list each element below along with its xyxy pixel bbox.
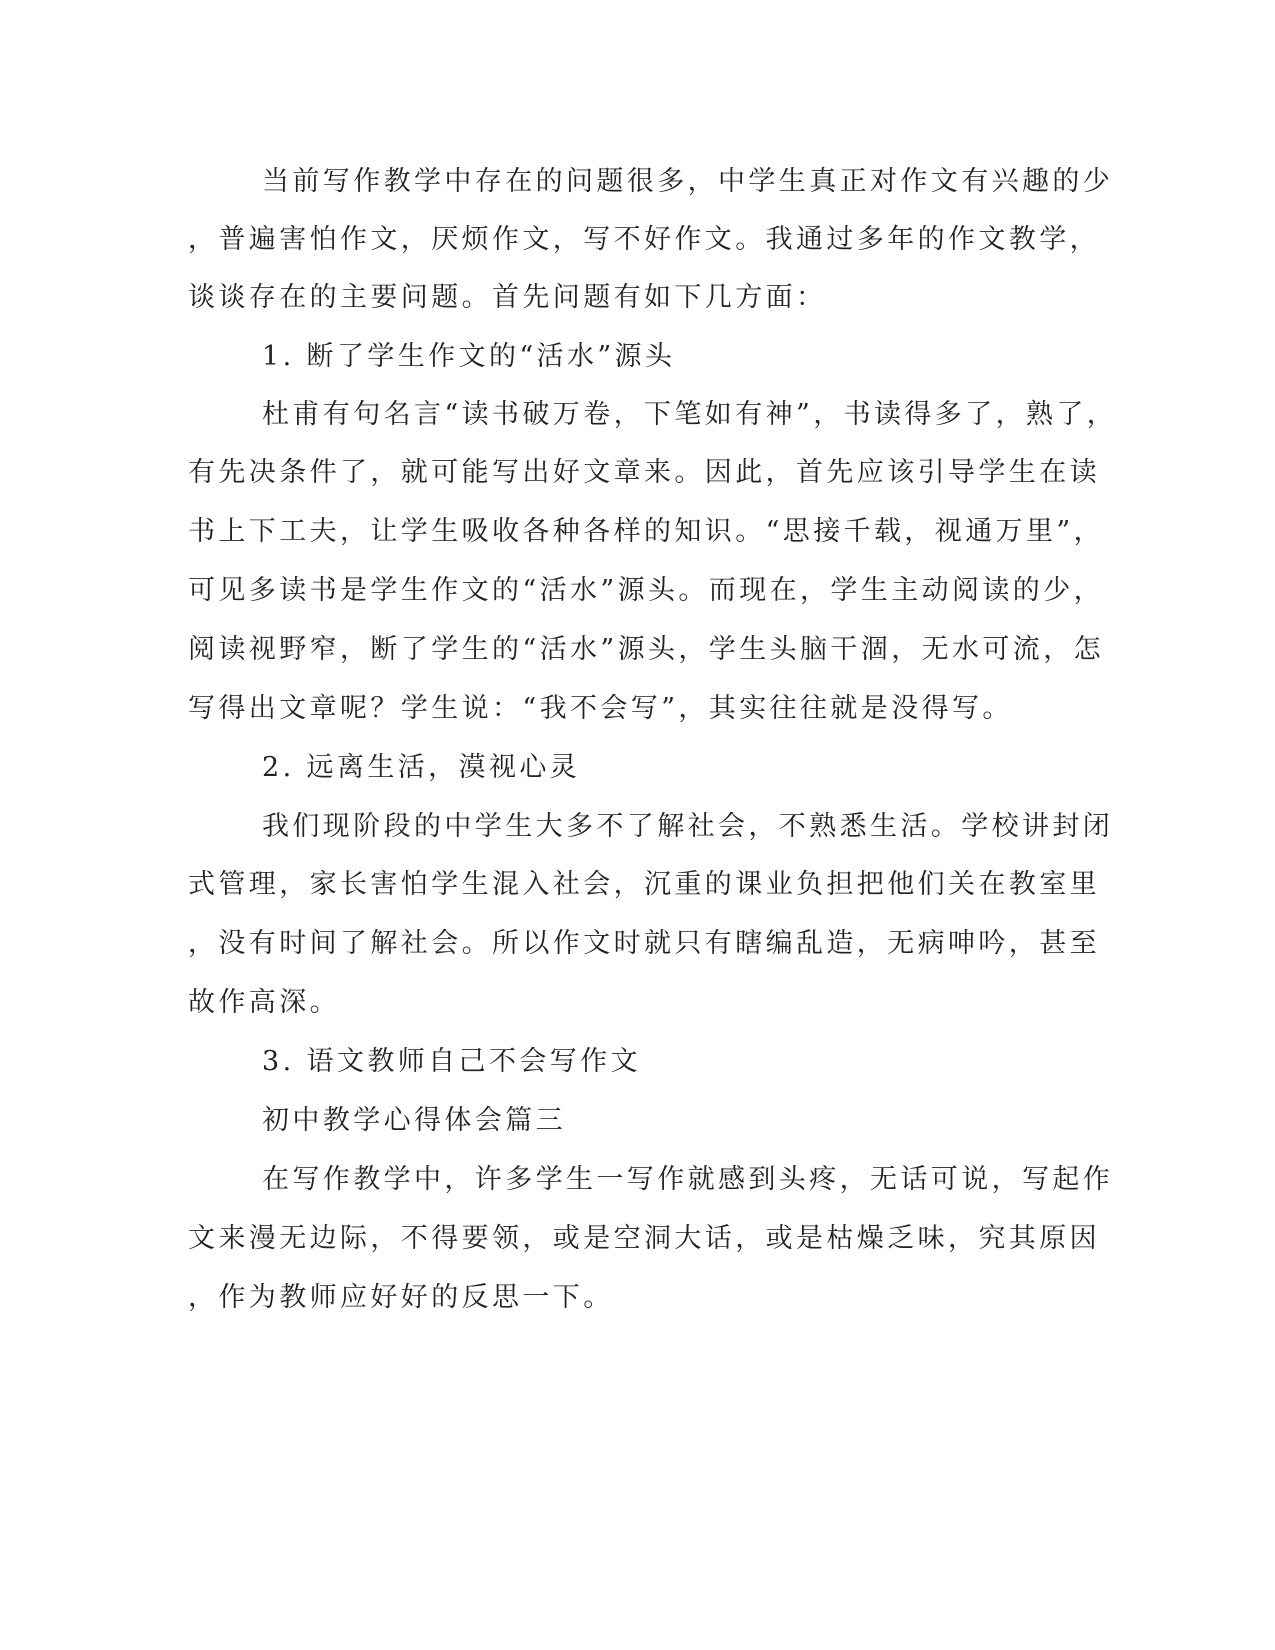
paragraph-point-2-line-2: 式管理，家长害怕学生混入社会，沉重的课业负担把他们关在教室里 <box>188 869 1100 900</box>
paragraph-final-line-2: 文来漫无边际，不得要领，或是空洞大话，或是枯燥乏味，究其原因 <box>188 1223 1100 1254</box>
paragraph-point-1-line-5: 阅读视野窄，断了学生的“活水”源头，学生头脑干涸，无水可流，怎 <box>188 634 1105 665</box>
paragraph-point-1-line-2: 有先决条件了，就可能写出好文章来。因此，首先应该引导学生在读 <box>188 457 1100 488</box>
paragraph-point-2-line-1: 我们现阶段的中学生大多不了解社会，不熟悉生活。学校讲封闭 <box>262 811 1114 842</box>
heading-point-2: 2. 远离生活，漠视心灵 <box>262 752 581 783</box>
paragraph-point-1-line-6: 写得出文章呢？学生说：“我不会写”，其实往往就是没得写。 <box>188 693 1013 724</box>
paragraph-intro-line-1: 当前写作教学中存在的问题很多，中学生真正对作文有兴趣的少 <box>262 166 1114 197</box>
section-title: 初中教学心得体会篇三 <box>262 1105 566 1136</box>
paragraph-point-1-line-3: 书上下工夫，让学生吸收各种各样的知识。“思接千载，视通万里”， <box>188 516 1105 547</box>
paragraph-final-line-3: ，作为教师应好好的反思一下。 <box>188 1282 614 1313</box>
paragraph-point-2-line-3: ，没有时间了解社会。所以作文时就只有瞎编乱造，无病呻吟，甚至 <box>188 928 1100 959</box>
paragraph-final-line-1: 在写作教学中，许多学生一写作就感到头疼，无话可说，写起作 <box>262 1164 1114 1195</box>
heading-point-3: 3. 语文教师自己不会写作文 <box>262 1046 641 1077</box>
paragraph-intro-line-3: 谈谈存在的主要问题。首先问题有如下几方面： <box>188 282 827 313</box>
paragraph-point-2-line-4: 故作高深。 <box>188 987 340 1018</box>
paragraph-intro-line-2: ，普遍害怕作文，厌烦作文，写不好作文。我通过多年的作文教学， <box>188 224 1100 255</box>
paragraph-point-1-line-4: 可见多读书是学生作文的“活水”源头。而现在，学生主动阅读的少， <box>188 575 1105 606</box>
heading-point-1: 1. 断了学生作文的“活水”源头 <box>262 341 676 372</box>
paragraph-point-1-line-1: 杜甫有句名言“读书破万卷，下笔如有神”，书读得多了，熟了， <box>262 399 1118 430</box>
